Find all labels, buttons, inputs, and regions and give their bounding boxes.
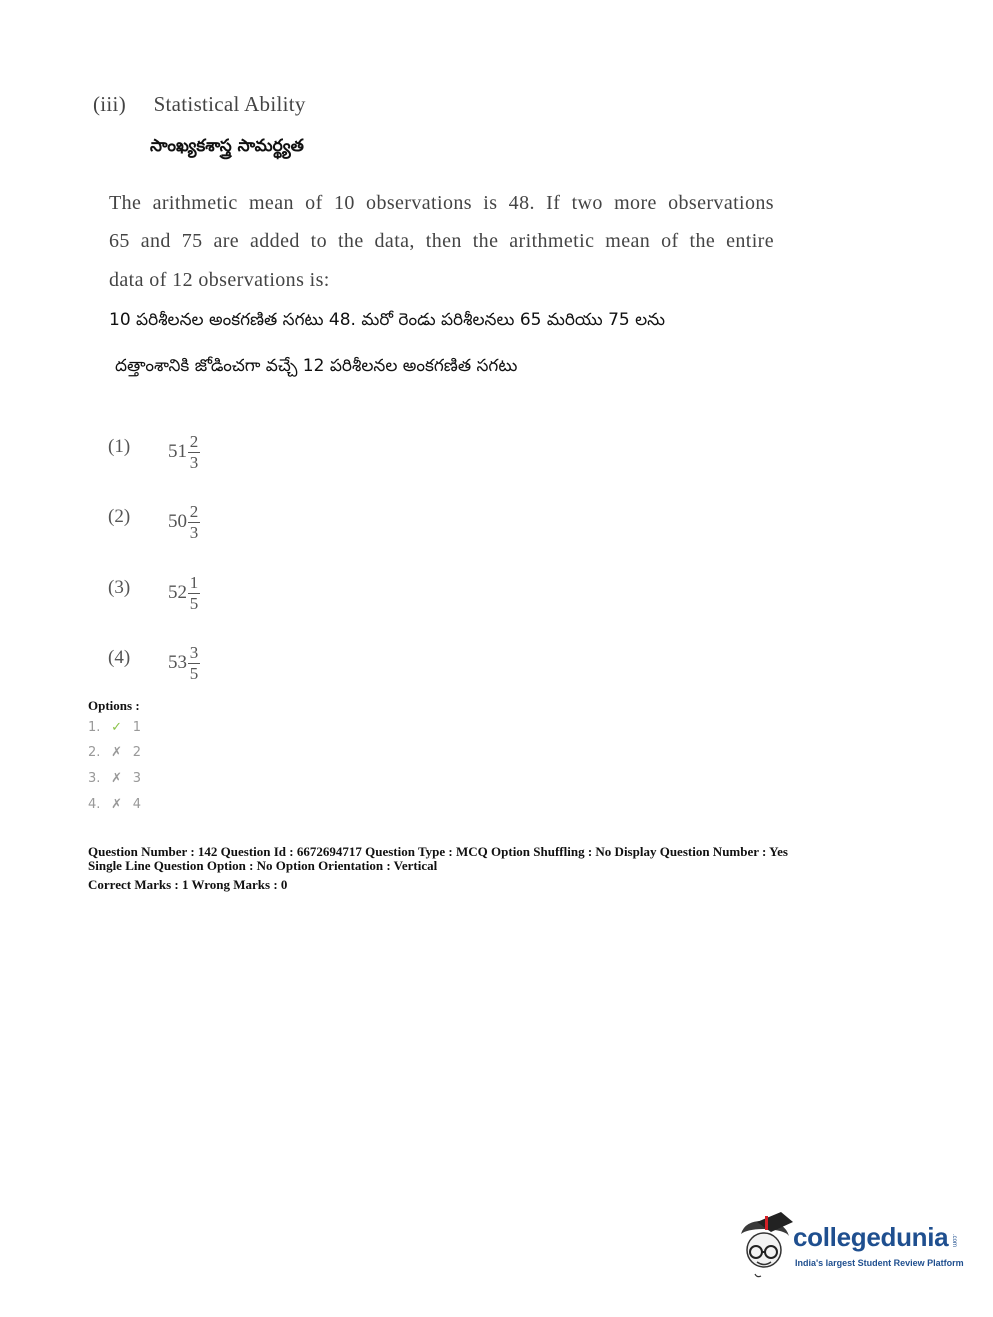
fraction-numerator: 2	[189, 431, 199, 451]
wrong-cross-icon: ✗	[111, 771, 122, 786]
fraction-whole: 52	[168, 582, 187, 603]
option-index: 3.	[88, 771, 101, 786]
option-value: 1	[132, 720, 141, 735]
question-meta-line-1: Question Number : 142 Question Id : 6672694717 Question Type : MCQ Option Shuffling : No Display Question Number : Yes	[88, 844, 788, 859]
question-telugu-line-2: దత్తాంశానికి జోడించగా వచ్చే 12 పరిశీలనల అంకగణిత సగటు	[115, 356, 518, 376]
section-title-telugu: సాంఖ్యకశాస్త్ర సామర్థ్యత	[150, 136, 304, 156]
choice-label: (4)	[108, 647, 131, 668]
fraction	[188, 644, 200, 683]
answer-choice-2	[108, 494, 308, 550]
mixed-fraction	[168, 565, 200, 621]
mascot-icon	[735, 1212, 795, 1282]
collegedunia-logo	[735, 1212, 965, 1282]
question-text-line-3: data of 12 observations is:	[109, 269, 330, 291]
option-row-2	[88, 745, 141, 760]
option-value: 3	[132, 771, 141, 786]
fraction-numerator: 1	[189, 572, 199, 592]
logo-brand: collegedunia	[793, 1222, 949, 1252]
fraction-whole: 51	[168, 441, 187, 462]
fraction-numerator: 3	[189, 642, 199, 662]
logo-suffix: .com	[951, 1234, 957, 1248]
option-index: 2.	[88, 745, 101, 760]
mixed-fraction	[168, 494, 200, 550]
wrong-cross-icon: ✗	[111, 745, 122, 760]
fraction	[188, 503, 200, 542]
fraction-whole: 50	[168, 511, 187, 532]
section-title: Statistical Ability	[153, 92, 306, 116]
wrong-cross-icon: ✗	[111, 797, 122, 812]
mixed-fraction	[168, 424, 200, 480]
question-meta-line-2: Single Line Question Option : No Option Orientation : Vertical	[88, 858, 438, 873]
section-heading	[93, 92, 306, 117]
option-row-3	[88, 771, 141, 786]
option-index: 4.	[88, 797, 101, 812]
section-number: (iii)	[93, 92, 126, 116]
choice-label: (3)	[108, 577, 131, 598]
fraction-denominator: 5	[189, 663, 199, 683]
question-text-line-2: 65 and 75 are added to the data, then the arithmetic mean of the entire	[109, 230, 774, 252]
fraction-denominator: 3	[189, 522, 199, 542]
option-index: 1.	[88, 720, 101, 735]
question-text-line-1: The arithmetic mean of 10 observations is 48. If two more observations	[109, 192, 774, 214]
fraction-denominator: 5	[189, 593, 199, 613]
answer-choice-3	[108, 565, 308, 621]
option-value: 2	[132, 745, 141, 760]
logo-tagline: India's largest Student Review Platform	[795, 1258, 964, 1268]
choice-label: (1)	[108, 436, 131, 457]
options-header: Options :	[88, 698, 140, 713]
answer-choice-4	[108, 635, 308, 691]
mixed-fraction	[168, 635, 200, 691]
answer-choice-1	[108, 424, 308, 480]
question-telugu-line-1: 10 పరిశీలనల అంకగణిత సగటు 48. మరో రెండు పరిశీలనలు 65 మరియు 75 లను	[109, 310, 665, 330]
option-row-4	[88, 797, 141, 812]
fraction	[188, 433, 200, 472]
fraction-whole: 53	[168, 652, 187, 673]
question-meta-line-3: Correct Marks : 1 Wrong Marks : 0	[88, 877, 288, 892]
option-row-1	[88, 720, 141, 735]
fraction-denominator: 3	[189, 452, 199, 472]
correct-check-icon: ✓	[111, 720, 122, 735]
choice-label: (2)	[108, 506, 131, 527]
fraction	[188, 574, 200, 613]
option-value: 4	[132, 797, 141, 812]
fraction-numerator: 2	[189, 501, 199, 521]
